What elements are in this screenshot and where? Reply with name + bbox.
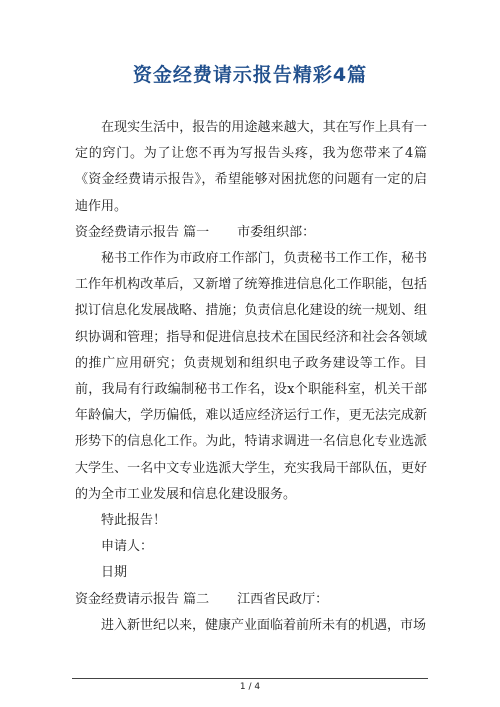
- page-title: 资金经费请示报告精彩4篇: [132, 64, 368, 86]
- section-2-body: 进入新世纪以来，健康产业面临着前所未有的机遇，市场: [101, 617, 427, 633]
- section-1-date: 日期: [101, 565, 128, 581]
- section-1-applicant: 申请人：: [101, 539, 154, 555]
- section-1-recipient: 市委组织部：: [237, 224, 316, 240]
- section-2-label: 资金经费请示报告 篇二: [75, 591, 210, 607]
- footer-divider: [72, 678, 428, 679]
- section-1-heading: [75, 220, 427, 246]
- section-1-body: 秘书工作作为市政府工作部门，负责秘书工作工作，秘书工作年机构改革后，又新增了统筹推进信息化工作职能，包括拟订信息化发展战略、措施；负责信息化建设的统一规划、组织协调和管理；指导和促进信息技术在国民经济和社会各领域的推广应用研究；负责规划和组织电子政务建设等工作。目前，我局有行政编制秘书工作名，设x个职能科室，机关干部年龄偏大，学历偏低，难以适应经济运行工作，更无法完成新形势下的信息化工作。为此，特请求调进一名信息化专业选派大学生、一名中文专业选派大学生，充实我局干部队伍，更好的为全市工业发展和信息化建设服务。: [75, 251, 427, 502]
- intro-paragraph: 在现实生活中，报告的用途越来越大，其在写作上具有一定的窍门。为了让您不再为写报告头疼，我为您带来了4篇《资金经费请示报告》，希望能够对困扰您的问题有一定的启迪作用。: [75, 120, 427, 214]
- section-2-recipient: 江西省民政厅：: [237, 591, 329, 607]
- section-2-heading: [75, 587, 427, 613]
- page-number: 1 / 4: [239, 682, 261, 692]
- document-body: [75, 115, 427, 639]
- section-1-closing: 特此报告！: [101, 513, 167, 529]
- section-1-label: 资金经费请示报告 篇一: [75, 224, 210, 240]
